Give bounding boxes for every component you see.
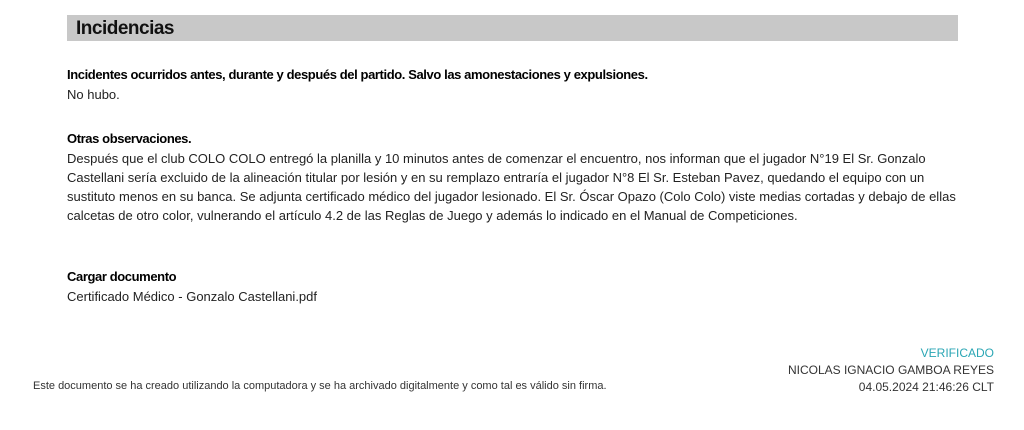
incidents-value: No hubo. <box>67 87 120 102</box>
uploaded-file-link[interactable]: Certificado Médico - Gonzalo Castellani.pdf <box>67 289 318 304</box>
observations-block <box>67 131 957 225</box>
upload-block <box>67 269 957 306</box>
verification-status: VERIFICADO <box>920 346 994 360</box>
observations-value: Después que el club COLO COLO entregó la planilla y 10 minutos antes de comenzar el encuentro, nos informan que el jugador N°19 El Sr. Gonzalo Castellani sería excluido de la alineación titular por lesión y en su remplazo entraría el jugador N°8 El Sr. Esteban Pavez, quedando el equipo con un sustituto menos en su banca. Se adjunta certificado médico del jugador lesionado. El Sr. Óscar Opazo (Colo Colo) viste medias cortadas y debajo de ellas calcetas de otro color, vulnerando el artículo 4.2 de las Reglas de Juego y además lo indicado en el Manual de Competiciones. <box>67 151 956 223</box>
section-title: Incidencias <box>76 18 174 39</box>
upload-heading: Cargar documento <box>67 269 177 284</box>
section-header-bar <box>67 15 958 41</box>
footer-disclaimer: Este documento se ha creado utilizando la computadora y se ha archivado digitalmente y como tal es válido sin firma. <box>33 380 607 392</box>
observations-heading: Otras observaciones. <box>67 131 192 146</box>
verifier-name: NICOLAS IGNACIO GAMBOA REYES <box>787 363 994 377</box>
incidents-block <box>67 67 957 104</box>
verification-timestamp: 04.05.2024 21:46:26 CLT <box>858 380 994 394</box>
incidents-heading: Incidentes ocurridos antes, durante y después del partido. Salvo las amonestaciones y expulsiones. <box>67 67 648 82</box>
verification-block <box>788 345 994 396</box>
